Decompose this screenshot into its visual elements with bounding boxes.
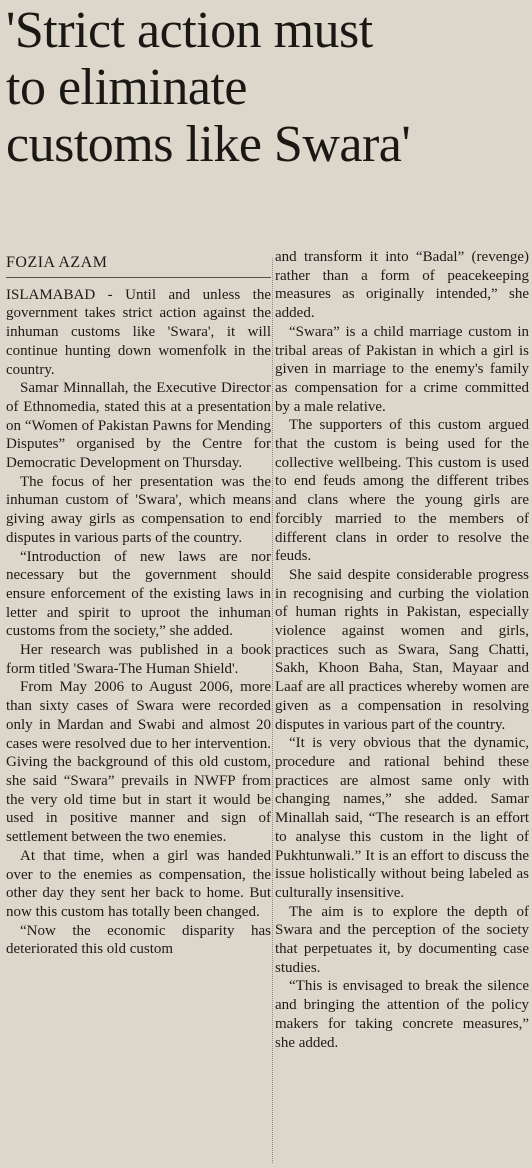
paragraph: At that time, when a girl was handed over to the enemies as compensation, the other day they sent her back to home. But now this custom has totally been changed. xyxy=(6,847,271,920)
paragraph: “This is envisaged to break the silence and bringing the attention of the policy makers for taking concrete measures,” she added. xyxy=(275,978,529,1051)
left-column xyxy=(6,254,271,959)
paragraph: From May 2006 to August 2006, more than sixty cases of Swara were recorded only in Mardan and Swabi and almost 20 cases were resolved due to her intervention. Giving the background of this old custom, she said “Swara” prevails in NWFP from the very old time but in start it would be used in positive manner and sign of settlement between the two enemies. xyxy=(6,679,271,846)
paragraph: “Introduction of new laws are nor necessary but the government should ensure enforcement of the existing laws in letter and spirit to uproot the inhuman customs from the society,” she added. xyxy=(6,548,271,640)
paragraph: She said despite considerable progress in recognising and curbing the violation of human rights in Pakistan, especially violence against women and girls, practices such as Swara, Sang Chatti, Sakh, Khoon Baha, Stan, Mayaar and Laaf are all practices whereby women are given as a compensation in resolving disputes in various part of the country. xyxy=(275,566,529,733)
headline-line-2: to eliminate xyxy=(6,59,247,116)
paragraph: The supporters of this custom argued that the custom is being used for the collective wellbeing. This custom is used to end feuds among the different tribes and clans where the young girls are forcibly married to the members of different clans in order to resolve the feuds. xyxy=(275,417,529,565)
right-column xyxy=(275,248,529,1052)
paragraph: “Swara” is a child marriage custom in tribal areas of Pakistan in which a girl is given in marriage to the enemy's family as compensation for a crime committed by a male relative. xyxy=(275,323,529,415)
headline-line-1: 'Strict action must xyxy=(6,2,373,59)
paragraph: Samar Minnallah, the Executive Director of Ethnomedia, stated this at a presentation on “Women of Pakistan Pawns for Mending Disputes” organised by the Centre for Democratic Development on Thursday. xyxy=(6,380,271,472)
column-divider xyxy=(272,258,273,1163)
paragraph: “Now the economic disparity has deteriorated this old custom xyxy=(6,922,271,958)
paragraph: The focus of her presentation was the inhuman custom of 'Swara', which means giving away girls as compensation to end disputes in various parts of the country. xyxy=(6,473,271,546)
byline: FOZIA AZAM xyxy=(6,254,271,278)
paragraph: ISLAMABAD - Until and unless the government takes strict action against the inhuman customs like 'Swara', it will continue hunting down womenfolk in the country. xyxy=(6,286,271,378)
headline xyxy=(6,2,528,173)
paragraph: The aim is to explore the depth of Swara and the perception of the society that perpetuates it, by documenting case studies. xyxy=(275,903,529,976)
paragraph: “It is very obvious that the dynamic, procedure and rational behind these practices are almost same only with changing names,” she added. Samar Minallah said, “The research is an effort to analyse this custom in the light of Pukhtunwali.” It is an effort to discuss the issue holistically without being labeled as culturally insensitive. xyxy=(275,735,529,901)
paragraph: and transform it into “Badal” (revenge) rather than a form of peacekeeping measures as originally intended,” she added. xyxy=(275,249,529,322)
paragraph: Her research was published in a book form titled 'Swara-The Human Shield'. xyxy=(6,642,271,677)
headline-line-3: customs like Swara' xyxy=(6,116,411,173)
